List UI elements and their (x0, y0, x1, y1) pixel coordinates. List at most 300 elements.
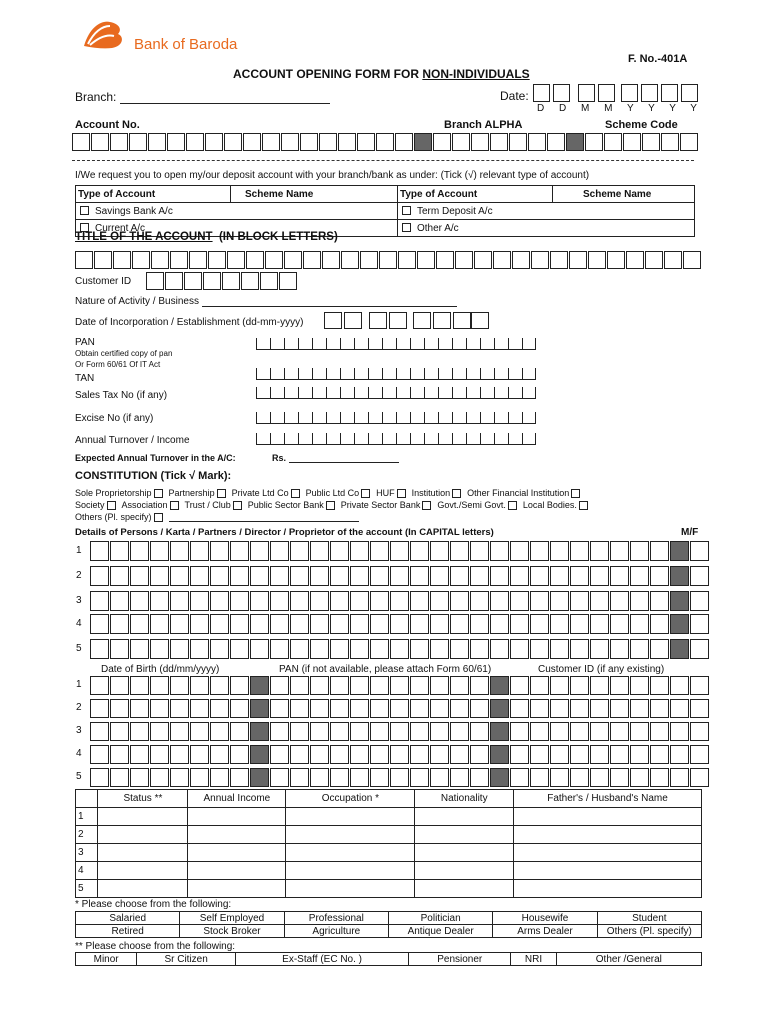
dob-char-box[interactable] (230, 676, 249, 695)
name-char-box[interactable] (170, 591, 189, 611)
name-char-box[interactable] (210, 541, 229, 561)
checkbox[interactable] (452, 489, 461, 498)
char-box[interactable] (376, 133, 394, 151)
name-char-box[interactable] (490, 541, 509, 561)
dob-char-box[interactable] (550, 676, 569, 695)
char-box[interactable] (626, 251, 644, 269)
dob-char-box[interactable] (470, 745, 489, 764)
name-char-box[interactable] (670, 541, 689, 561)
dob-char-box[interactable] (530, 768, 549, 787)
name-char-box[interactable] (110, 541, 129, 561)
tan-entry[interactable] (256, 368, 536, 380)
dob-char-box[interactable] (410, 768, 429, 787)
checkbox[interactable] (579, 501, 588, 510)
name-char-box[interactable] (510, 591, 529, 611)
checkbox[interactable] (154, 489, 163, 498)
checkbox[interactable] (233, 501, 242, 510)
dob-char-box[interactable] (190, 699, 209, 718)
dob-char-box[interactable] (370, 676, 389, 695)
char-box[interactable] (357, 133, 375, 151)
dob-char-box[interactable] (250, 768, 269, 787)
name-char-box[interactable] (570, 614, 589, 634)
name-char-box[interactable] (90, 541, 109, 561)
char-box[interactable] (642, 133, 660, 151)
dob-char-box[interactable] (270, 745, 289, 764)
name-char-box[interactable] (330, 566, 349, 586)
dob-char-box[interactable] (450, 745, 469, 764)
name-char-box[interactable] (310, 566, 329, 586)
name-char-box[interactable] (190, 541, 209, 561)
name-char-box[interactable] (150, 566, 169, 586)
name-char-box[interactable] (170, 639, 189, 659)
dob-char-box[interactable] (650, 722, 669, 741)
constitution-option[interactable]: Institution (411, 488, 451, 498)
char-box[interactable] (436, 251, 454, 269)
char-box[interactable] (322, 251, 340, 269)
name-char-box[interactable] (250, 639, 269, 659)
name-char-box[interactable] (270, 639, 289, 659)
name-char-box[interactable] (550, 614, 569, 634)
dob-char-box[interactable] (230, 768, 249, 787)
dob-char-box[interactable] (190, 676, 209, 695)
name-char-box[interactable] (390, 639, 409, 659)
dob-char-box[interactable] (430, 745, 449, 764)
detail-cell[interactable] (98, 880, 188, 898)
name-char-box[interactable] (250, 541, 269, 561)
constitution-option[interactable]: Trust / Club (184, 500, 231, 510)
dob-char-box[interactable] (690, 745, 709, 764)
dob-char-box[interactable] (530, 722, 549, 741)
checkbox[interactable] (508, 501, 517, 510)
constitution-option[interactable]: Sole Proprietorship (75, 488, 152, 498)
name-char-box[interactable] (130, 566, 149, 586)
char-box[interactable] (588, 251, 606, 269)
name-char-box[interactable] (190, 566, 209, 586)
dob-char-box[interactable] (290, 745, 309, 764)
char-box[interactable] (75, 251, 93, 269)
name-char-box[interactable] (570, 541, 589, 561)
dob-char-box[interactable] (150, 768, 169, 787)
name-char-box[interactable] (670, 639, 689, 659)
char-box[interactable] (303, 251, 321, 269)
savings-option[interactable]: Savings Bank A/c (76, 203, 398, 220)
name-char-box[interactable] (570, 639, 589, 659)
char-box[interactable] (184, 272, 202, 290)
char-box[interactable] (379, 251, 397, 269)
dob-char-box[interactable] (650, 768, 669, 787)
dob-char-box[interactable] (530, 745, 549, 764)
char-box[interactable] (148, 133, 166, 151)
name-char-box[interactable] (150, 614, 169, 634)
name-char-box[interactable] (490, 614, 509, 634)
dob-char-box[interactable] (450, 699, 469, 718)
name-char-box[interactable] (310, 591, 329, 611)
name-char-box[interactable] (590, 566, 609, 586)
char-box[interactable] (661, 133, 679, 151)
char-box[interactable] (417, 251, 435, 269)
dob-char-box[interactable] (110, 722, 129, 741)
name-char-box[interactable] (510, 639, 529, 659)
name-char-box[interactable] (190, 639, 209, 659)
dob-char-box[interactable] (310, 676, 329, 695)
name-char-box[interactable] (530, 639, 549, 659)
name-char-box[interactable] (450, 541, 469, 561)
name-char-box[interactable] (210, 566, 229, 586)
name-char-box[interactable] (270, 541, 289, 561)
name-char-box[interactable] (330, 591, 349, 611)
name-char-box[interactable] (130, 541, 149, 561)
current-option[interactable]: Current A/c (76, 220, 398, 237)
name-char-box[interactable] (430, 614, 449, 634)
dob-char-box[interactable] (170, 676, 189, 695)
name-char-box[interactable] (230, 541, 249, 561)
dob-char-box[interactable] (130, 699, 149, 718)
name-char-box[interactable] (310, 614, 329, 634)
char-box[interactable] (165, 272, 183, 290)
name-char-box[interactable] (170, 541, 189, 561)
name-char-box[interactable] (450, 614, 469, 634)
detail-cell[interactable] (415, 844, 514, 862)
constitution-others[interactable]: Others (Pl. specify) (75, 512, 359, 522)
detail-cell[interactable] (514, 808, 702, 826)
dob-char-box[interactable] (590, 699, 609, 718)
char-box[interactable] (243, 133, 261, 151)
dob-char-box[interactable] (290, 722, 309, 741)
name-char-box[interactable] (470, 566, 489, 586)
char-box[interactable] (490, 133, 508, 151)
dob-char-box[interactable] (150, 745, 169, 764)
name-char-box[interactable] (490, 566, 509, 586)
dob-char-box[interactable] (450, 722, 469, 741)
name-char-box[interactable] (110, 566, 129, 586)
char-box[interactable] (664, 251, 682, 269)
dob-char-box[interactable] (190, 745, 209, 764)
char-box[interactable] (262, 133, 280, 151)
name-char-box[interactable] (310, 541, 329, 561)
dob-char-box[interactable] (630, 745, 649, 764)
name-char-box[interactable] (550, 566, 569, 586)
char-box[interactable] (471, 133, 489, 151)
sales-tax-entry[interactable] (256, 387, 536, 399)
char-box[interactable] (414, 133, 432, 151)
name-char-box[interactable] (610, 614, 629, 634)
dob-char-box[interactable] (190, 768, 209, 787)
name-char-box[interactable] (310, 639, 329, 659)
char-box[interactable] (683, 251, 701, 269)
name-char-box[interactable] (650, 541, 669, 561)
constitution-option[interactable]: Society (75, 500, 105, 510)
dob-char-box[interactable] (290, 676, 309, 695)
dob-char-box[interactable] (110, 699, 129, 718)
name-char-box[interactable] (90, 566, 109, 586)
name-char-box[interactable] (410, 591, 429, 611)
char-box[interactable] (91, 133, 109, 151)
checkbox[interactable] (107, 501, 116, 510)
name-char-box[interactable] (650, 639, 669, 659)
name-char-box[interactable] (230, 614, 249, 634)
dob-char-box[interactable] (390, 745, 409, 764)
char-box[interactable] (170, 251, 188, 269)
dob-char-box[interactable] (570, 722, 589, 741)
dob-char-box[interactable] (510, 745, 529, 764)
dob-char-box[interactable] (570, 745, 589, 764)
name-char-box[interactable] (490, 639, 509, 659)
name-char-box[interactable] (470, 591, 489, 611)
dob-char-box[interactable] (110, 768, 129, 787)
name-char-box[interactable] (290, 541, 309, 561)
char-box[interactable] (300, 133, 318, 151)
char-box[interactable] (566, 133, 584, 151)
char-box[interactable] (227, 251, 245, 269)
name-char-box[interactable] (150, 541, 169, 561)
constitution-option[interactable]: HUF (376, 488, 395, 498)
dob-char-box[interactable] (330, 722, 349, 741)
dob-char-box[interactable] (490, 699, 509, 718)
name-char-box[interactable] (290, 639, 309, 659)
detail-cell[interactable] (514, 826, 702, 844)
dob-char-box[interactable] (690, 676, 709, 695)
detail-cell[interactable] (286, 880, 415, 898)
name-char-box[interactable] (690, 566, 709, 586)
name-char-box[interactable] (230, 639, 249, 659)
name-char-box[interactable] (270, 591, 289, 611)
name-char-box[interactable] (590, 541, 609, 561)
char-box[interactable] (452, 133, 470, 151)
name-char-box[interactable] (290, 614, 309, 634)
dob-char-box[interactable] (350, 768, 369, 787)
checkbox[interactable] (217, 489, 226, 498)
char-box[interactable] (433, 133, 451, 151)
detail-cell[interactable] (286, 826, 415, 844)
detail-cell[interactable] (188, 880, 286, 898)
dob-char-box[interactable] (270, 699, 289, 718)
detail-cell[interactable] (98, 826, 188, 844)
dob-char-box[interactable] (210, 768, 229, 787)
dob-char-box[interactable] (590, 768, 609, 787)
detail-cell[interactable] (286, 862, 415, 880)
name-char-box[interactable] (190, 591, 209, 611)
name-char-box[interactable] (610, 639, 629, 659)
char-box[interactable] (512, 251, 530, 269)
dob-char-box[interactable] (630, 768, 649, 787)
name-char-box[interactable] (350, 614, 369, 634)
dob-char-box[interactable] (370, 768, 389, 787)
dob-char-box[interactable] (690, 699, 709, 718)
name-char-box[interactable] (470, 614, 489, 634)
dob-char-box[interactable] (650, 699, 669, 718)
name-char-box[interactable] (350, 591, 369, 611)
dob-char-box[interactable] (170, 768, 189, 787)
detail-cell[interactable] (514, 844, 702, 862)
dob-char-box[interactable] (330, 676, 349, 695)
name-char-box[interactable] (530, 541, 549, 561)
char-box[interactable] (151, 251, 169, 269)
name-char-box[interactable] (430, 591, 449, 611)
constitution-option[interactable]: Private Ltd Co (231, 488, 289, 498)
name-char-box[interactable] (170, 566, 189, 586)
char-box[interactable] (94, 251, 112, 269)
dob-char-box[interactable] (150, 676, 169, 695)
dob-char-box[interactable] (470, 699, 489, 718)
dob-char-box[interactable] (250, 676, 269, 695)
dob-char-box[interactable] (210, 722, 229, 741)
detail-cell[interactable] (415, 880, 514, 898)
char-box[interactable] (547, 133, 565, 151)
constitution-option[interactable]: Private Sector Bank (340, 500, 421, 510)
name-char-box[interactable] (410, 541, 429, 561)
char-box[interactable] (680, 133, 698, 151)
dob-char-box[interactable] (170, 699, 189, 718)
dob-char-box[interactable] (430, 768, 449, 787)
name-char-box[interactable] (650, 614, 669, 634)
name-char-box[interactable] (530, 566, 549, 586)
char-box[interactable] (360, 251, 378, 269)
dob-char-box[interactable] (390, 676, 409, 695)
dob-char-box[interactable] (110, 745, 129, 764)
name-char-box[interactable] (350, 639, 369, 659)
char-box[interactable] (531, 251, 549, 269)
dob-char-box[interactable] (510, 722, 529, 741)
name-char-box[interactable] (490, 591, 509, 611)
dob-char-box[interactable] (370, 745, 389, 764)
detail-cell[interactable] (415, 862, 514, 880)
dob-char-box[interactable] (170, 722, 189, 741)
name-char-box[interactable] (410, 566, 429, 586)
name-char-box[interactable] (350, 541, 369, 561)
name-char-box[interactable] (550, 541, 569, 561)
other-account-option[interactable]: Other A/c (398, 220, 695, 237)
dob-char-box[interactable] (670, 745, 689, 764)
char-box[interactable] (110, 133, 128, 151)
char-box[interactable] (205, 133, 223, 151)
char-box[interactable] (203, 272, 221, 290)
char-box[interactable] (241, 272, 259, 290)
checkbox[interactable] (361, 489, 370, 498)
char-box[interactable] (132, 251, 150, 269)
name-char-box[interactable] (670, 566, 689, 586)
constitution-option[interactable]: Association (121, 500, 168, 510)
name-char-box[interactable] (270, 566, 289, 586)
char-box[interactable] (113, 251, 131, 269)
char-box[interactable] (607, 251, 625, 269)
char-box[interactable] (455, 251, 473, 269)
name-char-box[interactable] (410, 639, 429, 659)
dob-char-box[interactable] (290, 768, 309, 787)
name-char-box[interactable] (370, 541, 389, 561)
dob-char-box[interactable] (210, 745, 229, 764)
char-box[interactable] (279, 272, 297, 290)
name-char-box[interactable] (670, 591, 689, 611)
name-char-box[interactable] (410, 614, 429, 634)
detail-cell[interactable] (98, 808, 188, 826)
dob-char-box[interactable] (370, 722, 389, 741)
checkbox[interactable] (397, 489, 406, 498)
dob-char-box[interactable] (650, 676, 669, 695)
dob-char-box[interactable] (510, 768, 529, 787)
name-char-box[interactable] (510, 614, 529, 634)
name-char-box[interactable] (390, 614, 409, 634)
name-char-box[interactable] (90, 614, 109, 634)
customer-id-boxes[interactable] (146, 272, 298, 290)
dob-char-box[interactable] (430, 676, 449, 695)
name-char-box[interactable] (370, 639, 389, 659)
dob-char-box[interactable] (230, 745, 249, 764)
dob-char-box[interactable] (550, 768, 569, 787)
name-char-box[interactable] (170, 614, 189, 634)
constitution-option[interactable]: Local Bodies. (522, 500, 577, 510)
dob-char-box[interactable] (410, 745, 429, 764)
name-char-box[interactable] (290, 591, 309, 611)
detail-cell[interactable] (286, 844, 415, 862)
dob-char-box[interactable] (490, 722, 509, 741)
dob-char-box[interactable] (230, 722, 249, 741)
dob-char-box[interactable] (570, 676, 589, 695)
name-char-box[interactable] (590, 614, 609, 634)
name-char-box[interactable] (90, 639, 109, 659)
detail-cell[interactable] (188, 862, 286, 880)
char-box[interactable] (319, 133, 337, 151)
char-box[interactable] (281, 133, 299, 151)
name-char-box[interactable] (110, 639, 129, 659)
detail-cell[interactable] (188, 844, 286, 862)
dob-char-box[interactable] (430, 722, 449, 741)
dob-char-box[interactable] (90, 768, 109, 787)
dob-char-box[interactable] (130, 676, 149, 695)
dob-char-box[interactable] (610, 676, 629, 695)
name-char-box[interactable] (330, 639, 349, 659)
char-box[interactable] (284, 251, 302, 269)
dob-char-box[interactable] (630, 699, 649, 718)
dob-char-box[interactable] (330, 768, 349, 787)
dob-char-box[interactable] (350, 745, 369, 764)
dob-char-box[interactable] (490, 745, 509, 764)
name-char-box[interactable] (210, 639, 229, 659)
name-char-box[interactable] (430, 639, 449, 659)
dob-char-box[interactable] (590, 745, 609, 764)
detail-cell[interactable] (415, 826, 514, 844)
dob-char-box[interactable] (490, 676, 509, 695)
name-char-box[interactable] (430, 541, 449, 561)
name-char-box[interactable] (630, 541, 649, 561)
name-char-box[interactable] (390, 566, 409, 586)
name-char-box[interactable] (350, 566, 369, 586)
name-char-box[interactable] (510, 541, 529, 561)
checkbox[interactable] (291, 489, 300, 498)
dob-char-box[interactable] (470, 676, 489, 695)
name-char-box[interactable] (530, 614, 549, 634)
checkbox[interactable] (422, 501, 431, 510)
char-box[interactable] (623, 133, 641, 151)
name-char-box[interactable] (690, 591, 709, 611)
dob-char-box[interactable] (130, 768, 149, 787)
detail-cell[interactable] (98, 844, 188, 862)
name-char-box[interactable] (110, 614, 129, 634)
dob-char-box[interactable] (690, 768, 709, 787)
dob-char-box[interactable] (310, 768, 329, 787)
name-char-box[interactable] (370, 614, 389, 634)
name-char-box[interactable] (610, 591, 629, 611)
checkbox[interactable] (170, 501, 179, 510)
char-box[interactable] (338, 133, 356, 151)
name-char-box[interactable] (690, 541, 709, 561)
name-char-box[interactable] (690, 614, 709, 634)
dob-char-box[interactable] (90, 676, 109, 695)
dob-char-box[interactable] (130, 722, 149, 741)
dob-char-box[interactable] (310, 699, 329, 718)
dob-char-box[interactable] (90, 722, 109, 741)
name-char-box[interactable] (330, 541, 349, 561)
name-char-box[interactable] (370, 566, 389, 586)
